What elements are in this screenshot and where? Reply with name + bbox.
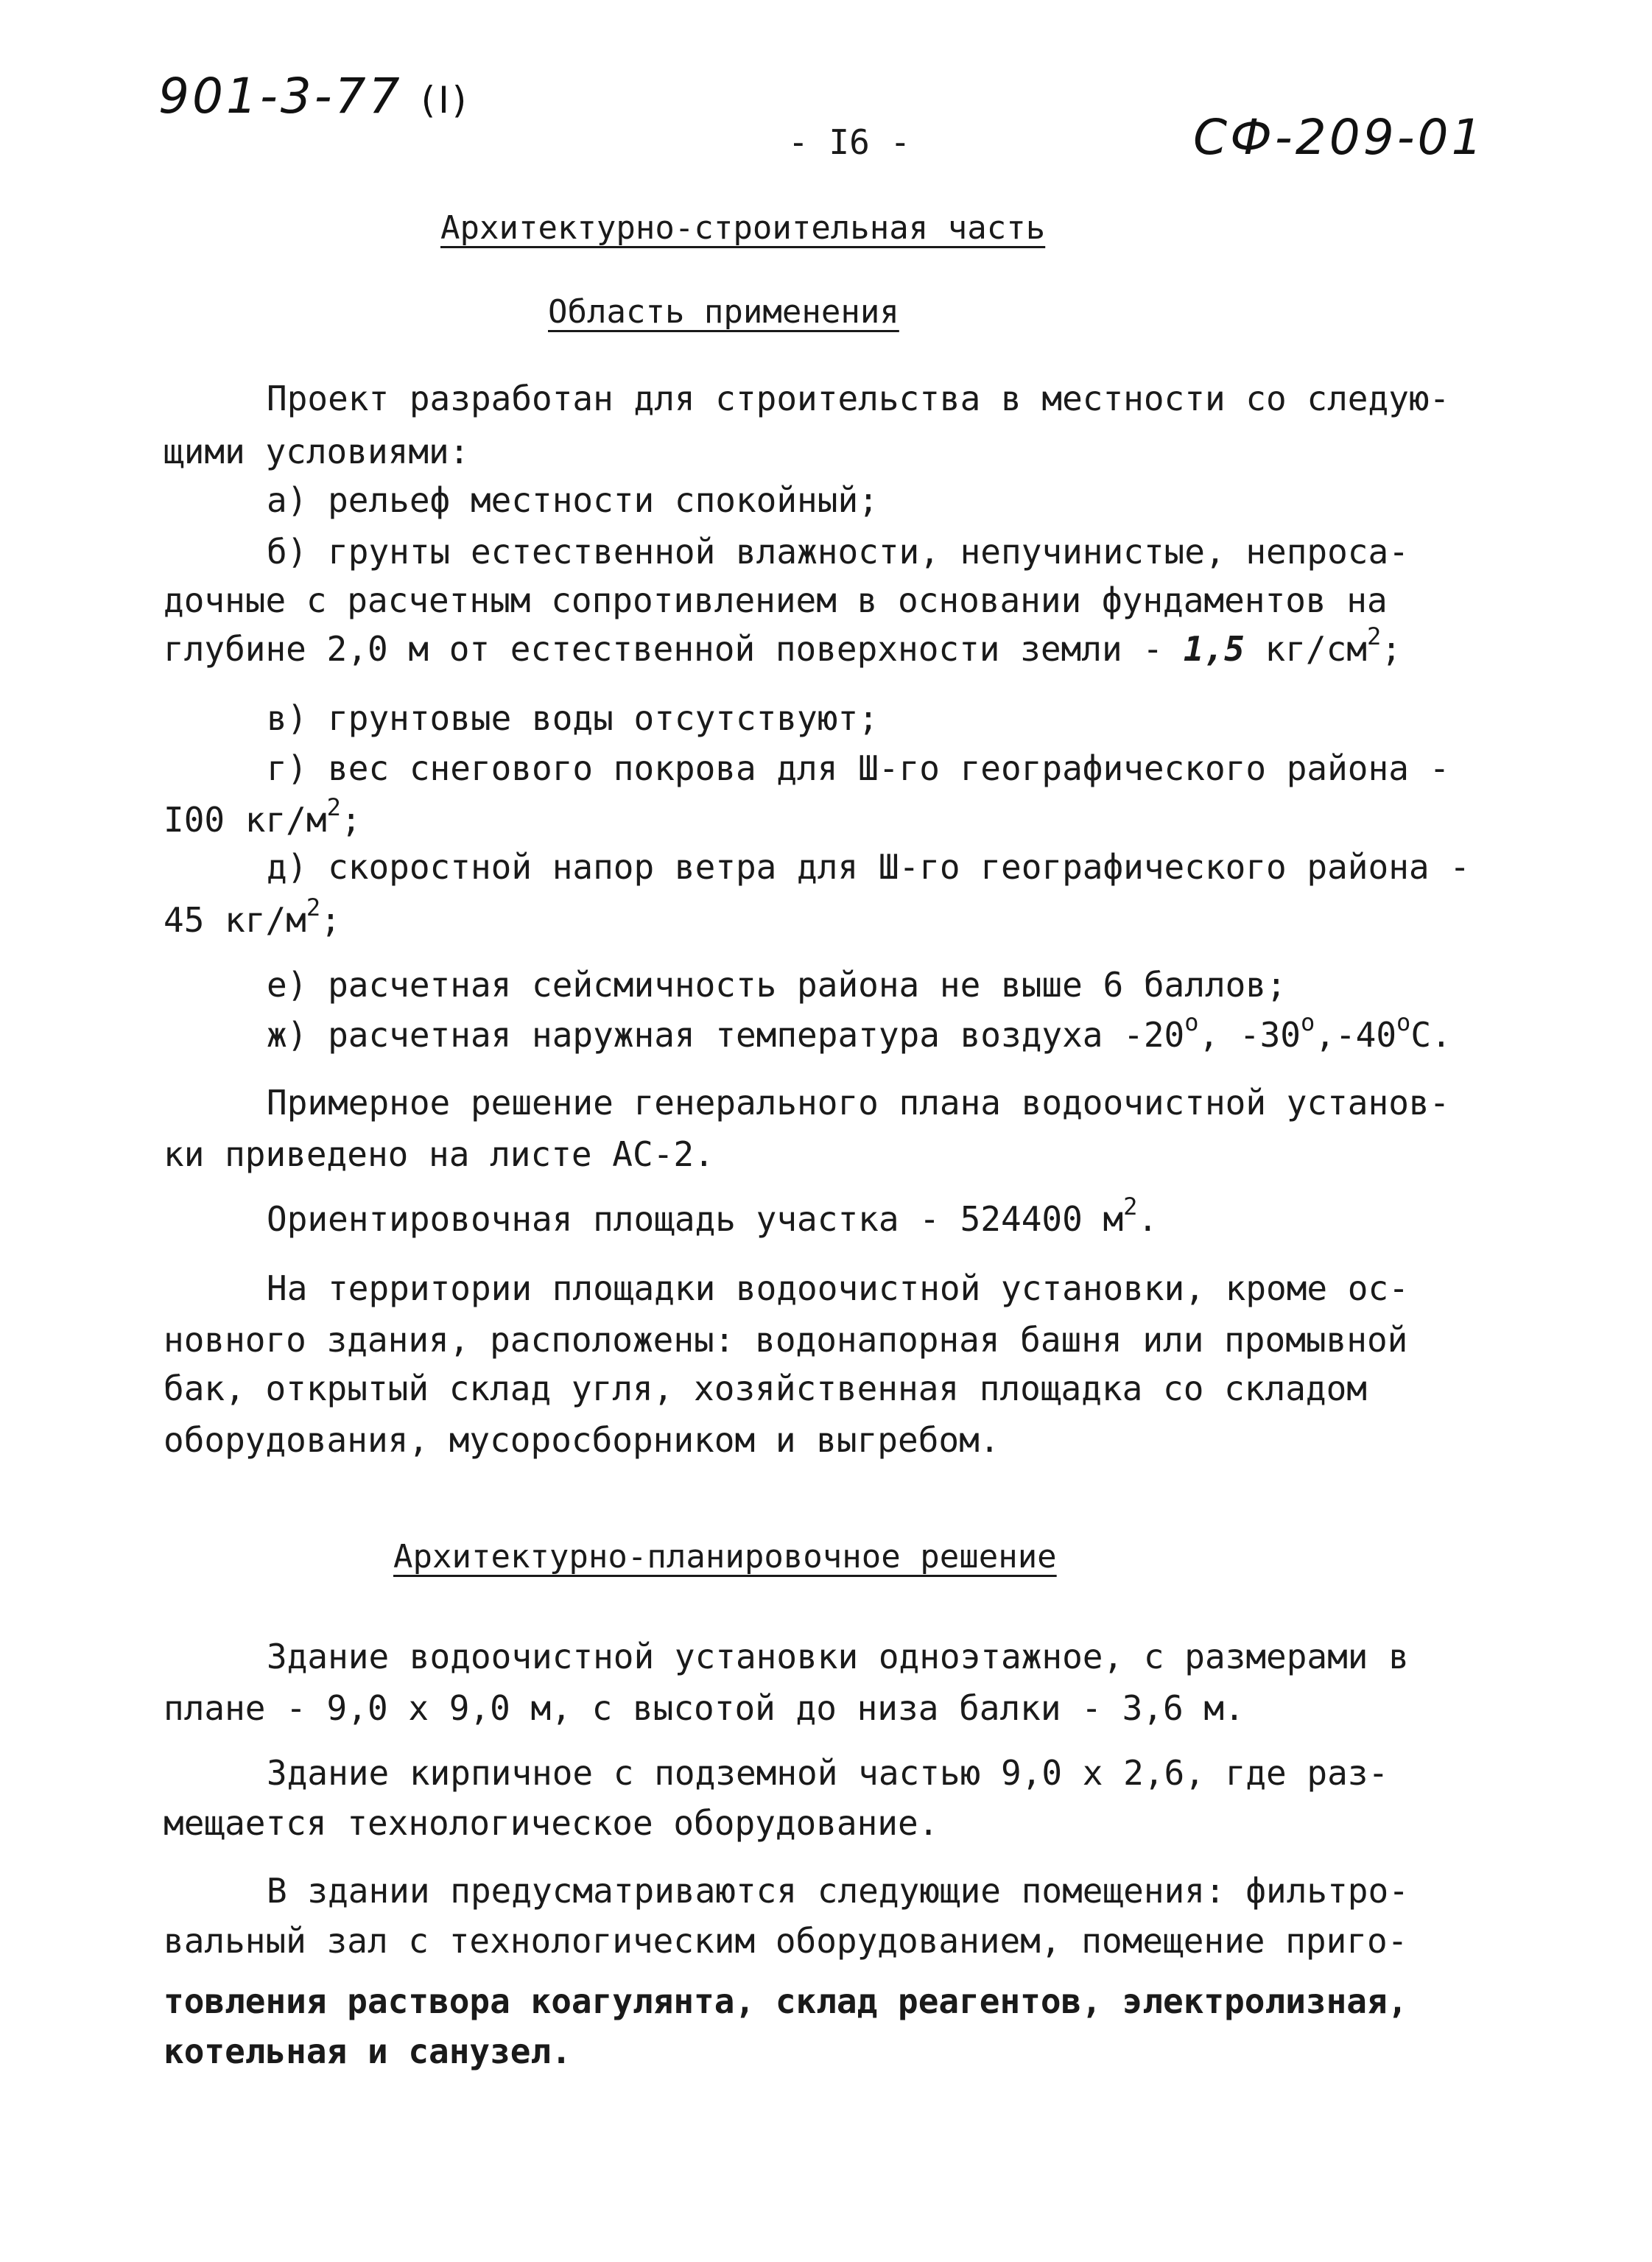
list-item-v: в) грунтовые воды отсутствуют; <box>267 698 879 738</box>
paragraph-line: вальный зал с технологическим оборудованием, помещение приго- <box>164 1921 1408 1961</box>
text-span: ж) расчетная наружная температура воздуха -20 <box>267 1015 1185 1055</box>
text-span: Ориентировочная площадь участка - 524400 м <box>267 1199 1124 1239</box>
text-span: ,-40 <box>1315 1015 1397 1055</box>
text-span: I00 кг/м <box>164 800 327 840</box>
document-code <box>158 68 469 124</box>
section-subtitle: Область применения <box>548 293 899 331</box>
superscript: 2 <box>306 893 321 921</box>
section-title: Архитектурно-планировочное решение <box>393 1538 1057 1576</box>
paragraph-line: Проект разработан для строительства в местности со следую- <box>267 379 1450 418</box>
paragraph-line: бак, открытый склад угля, хозяйственная площадка со складом <box>164 1369 1367 1408</box>
document-code-suffix: (I) <box>421 79 470 122</box>
paragraph-line: В здании предусматриваются следующие помещения: фильтро- <box>267 1871 1409 1911</box>
document-code-text: 901-3-77 <box>158 68 403 124</box>
paragraph-line <box>164 893 341 940</box>
degree-mark: о <box>1184 1008 1199 1036</box>
list-item-b: б) грунты естественной влажности, непучинистые, непроса- <box>267 532 1409 572</box>
degree-mark: о <box>1301 1008 1315 1036</box>
text-span: ; <box>340 800 362 840</box>
paragraph-line: щими условиями: <box>164 432 470 471</box>
text-span: С. <box>1410 1015 1452 1055</box>
paragraph-line: плане - 9,0 х 9,0 м, с высотой до низа балки - 3,6 м. <box>164 1688 1245 1728</box>
text-span: кг/см <box>1244 629 1367 669</box>
text-span: ; <box>1381 629 1402 669</box>
list-item-g: г) вес снегового покрова для Ш-го географического района - <box>267 748 1450 788</box>
paragraph-line: котельная и санузел. <box>164 2031 572 2071</box>
paragraph-line <box>164 793 362 840</box>
text-span: глубине 2,0 м от естественной поверхности земли - <box>164 629 1184 669</box>
paragraph-line: дочные с расчетным сопротивлением в основании фундаментов на <box>164 580 1388 620</box>
paragraph-line: мещается технологическое оборудование. <box>164 1803 939 1843</box>
text-span: 45 кг/м <box>164 900 306 940</box>
superscript: 2 <box>326 793 341 821</box>
handwritten-value: 1,5 <box>1183 629 1245 669</box>
paragraph-line: товления раствора коагулянта, склад реагентов, электролизная, <box>164 1981 1408 2021</box>
paragraph-line: Здание кирпичное с подземной частью 9,0 х 2,6, где раз- <box>267 1753 1389 1793</box>
list-item-zh <box>267 1008 1452 1055</box>
paragraph-line: оборудования, мусоросборником и выгребом. <box>164 1420 1000 1460</box>
paragraph-line: новного здания, расположены: водонапорная башня или промывной <box>164 1320 1408 1360</box>
text-span: . <box>1137 1199 1159 1239</box>
paragraph-line <box>267 1193 1159 1239</box>
paragraph-line: Здание водоочистной установки одноэтажное, с размерами в <box>267 1637 1409 1676</box>
list-item-a: а) рельеф местности спокойный; <box>267 480 879 520</box>
degree-mark: о <box>1396 1008 1411 1036</box>
paragraph-line: Примерное решение генерального плана водоочистной установ- <box>267 1083 1450 1123</box>
page-number: - I6 - <box>788 122 911 162</box>
paragraph-line: ки приведено на листе АС-2. <box>164 1134 714 1174</box>
text-span: , -30 <box>1198 1015 1301 1055</box>
list-item-e: е) расчетная сейсмичность района не выше 6 баллов; <box>267 965 1287 1005</box>
section-title: Архитектурно-строительная часть <box>440 209 1046 247</box>
list-item-d: д) скоростной напор ветра для Ш-го географического района - <box>267 847 1470 887</box>
superscript: 2 <box>1366 622 1382 650</box>
superscript: 2 <box>1123 1193 1138 1220</box>
paragraph-line: На территории площадки водоочистной установки, кроме ос- <box>267 1268 1409 1308</box>
paragraph-line <box>164 622 1402 669</box>
sheet-code: СФ-209-01 <box>1193 109 1486 166</box>
text-span: ; <box>320 900 341 940</box>
